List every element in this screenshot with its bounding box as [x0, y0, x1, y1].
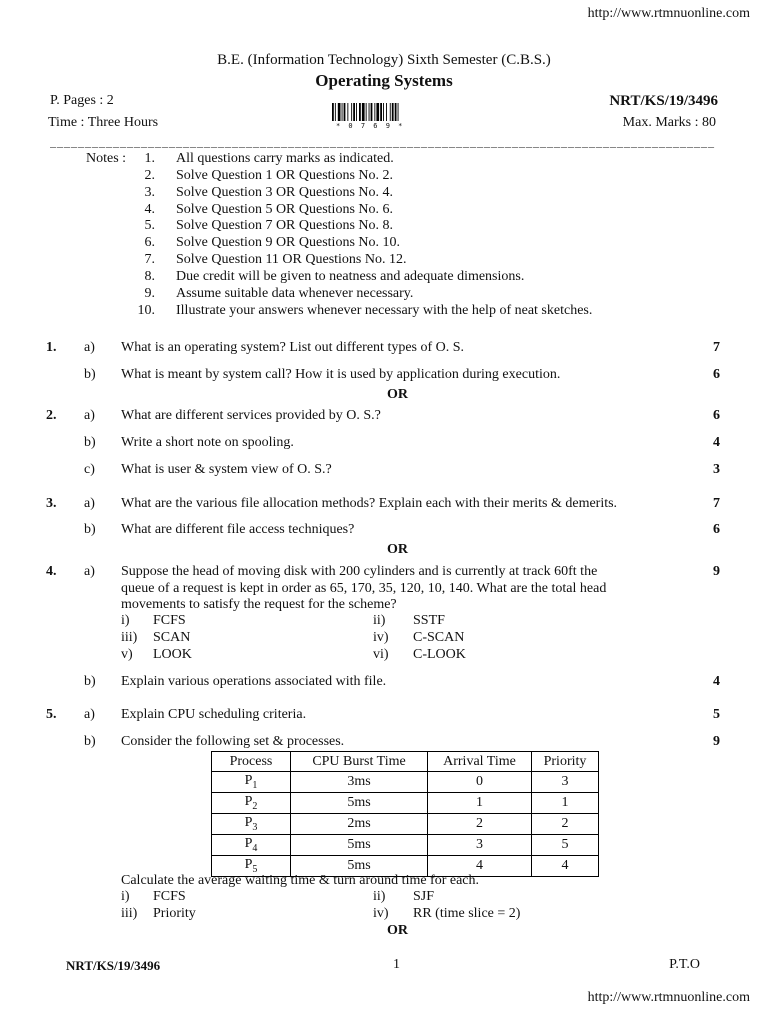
q5a-label: a)	[84, 707, 95, 722]
option-number: i)	[121, 613, 130, 628]
q4a-text-line1: Suppose the head of moving disk with 200 cylinders and is currently at track 60ft the	[121, 564, 598, 579]
note-number: 9.	[144, 286, 155, 301]
cell-arrival: 2	[428, 814, 532, 835]
barcode-bar	[353, 103, 355, 121]
process-subscript: 2	[252, 800, 258, 812]
barcode-bar	[371, 103, 373, 121]
barcode-bar	[395, 103, 397, 121]
option-text: C-SCAN	[413, 630, 465, 645]
process-letter: P	[244, 794, 253, 810]
option-number: v)	[121, 647, 133, 662]
barcode-bar	[383, 103, 384, 121]
cell-burst: 5ms	[291, 793, 428, 814]
barcode-bar	[351, 103, 352, 121]
q3a-label: a)	[84, 496, 95, 511]
barcode-bar	[392, 103, 394, 121]
barcode-image	[332, 103, 416, 121]
option-number: iv)	[373, 630, 389, 645]
paper-code: NRT/KS/19/3496	[609, 93, 718, 109]
notes-label: Notes :	[86, 151, 127, 166]
option-text: SCAN	[153, 630, 191, 645]
q2a-label: a)	[84, 408, 95, 423]
q1b-text: What is meant by system call? How it is used by application during execution.	[121, 367, 561, 382]
or-divider: OR	[387, 923, 408, 938]
option-text: FCFS	[153, 613, 186, 628]
process-letter: P	[244, 815, 253, 831]
barcode-bar	[374, 103, 375, 121]
note-text: Solve Question 5 OR Questions No. 6.	[176, 202, 393, 217]
option-number: ii)	[373, 889, 386, 904]
process-subscript: 3	[252, 821, 258, 833]
cell-arrival: 4	[428, 856, 532, 877]
barcode-bar	[356, 103, 357, 121]
barcode-bar	[362, 103, 365, 121]
option-number: i)	[121, 889, 130, 904]
option-text: LOOK	[153, 647, 192, 662]
max-marks: Max. Marks : 80	[622, 115, 716, 130]
cell-arrival: 1	[428, 793, 532, 814]
cell-priority: 2	[532, 814, 599, 835]
footer-code: NRT/KS/19/3496	[66, 958, 161, 973]
note-number: 10.	[137, 303, 155, 318]
q3b-text: What are different file access techniques?	[121, 522, 355, 537]
q4a-label: a)	[84, 564, 95, 579]
option-text: RR (time slice = 2)	[413, 906, 521, 921]
cell-burst: 3ms	[291, 772, 428, 793]
q4b-label: b)	[84, 674, 96, 689]
q5-number: 5.	[46, 707, 57, 722]
note-text: Solve Question 11 OR Questions No. 12.	[176, 252, 407, 267]
option-number: vi)	[373, 647, 389, 662]
q1a-text: What is an operating system? List out different types of O. S.	[121, 340, 465, 355]
option-number: ii)	[373, 613, 386, 628]
table-row	[212, 772, 599, 793]
process-letter: P	[244, 857, 253, 873]
separator-line: _______________________________________________________________________________________________	[50, 135, 715, 149]
cell-priority: 4	[532, 856, 599, 877]
process-id	[212, 835, 291, 856]
option-text: C-LOOK	[413, 647, 466, 662]
q5b-marks: 9	[713, 734, 720, 749]
note-number: 4.	[144, 202, 155, 217]
process-subscript: 1	[252, 779, 258, 791]
q4-number: 4.	[46, 564, 57, 579]
table-row	[212, 835, 599, 856]
q3a-marks: 7	[713, 496, 720, 511]
table-header: Priority	[532, 752, 599, 772]
note-number: 7.	[144, 252, 155, 267]
barcode-bar	[347, 103, 348, 121]
note-text: Solve Question 1 OR Questions No. 2.	[176, 168, 393, 183]
q2a-text: What are different services provided by O. S.?	[121, 408, 381, 423]
q2b-label: b)	[84, 435, 96, 450]
table-row	[212, 793, 599, 814]
table-header: Process	[212, 752, 291, 772]
option-number: iii)	[121, 906, 138, 921]
barcode-bar	[398, 103, 399, 121]
cell-arrival: 0	[428, 772, 532, 793]
course-title: B.E. (Information Technology) Sixth Semester (C.B.S.)	[217, 52, 551, 68]
q4a-text-line3: movements to satisfy the request for the scheme?	[121, 597, 397, 612]
site-url-bottom[interactable]: http://www.rtmnuonline.com	[587, 990, 750, 1005]
site-url-top[interactable]: http://www.rtmnuonline.com	[587, 6, 750, 21]
q1a-label: a)	[84, 340, 95, 355]
cell-priority: 1	[532, 793, 599, 814]
q3-number: 3.	[46, 496, 57, 511]
q3b-label: b)	[84, 522, 96, 537]
q5b-text: Consider the following set & processes.	[121, 734, 345, 749]
q5a-text: Explain CPU scheduling criteria.	[121, 707, 307, 722]
barcode-bar	[380, 103, 382, 121]
note-text: Illustrate your answers whenever necessary with the help of neat sketches.	[176, 303, 593, 318]
note-number: 2.	[144, 168, 155, 183]
q1-number: 1.	[46, 340, 57, 355]
q4b-text: Explain various operations associated with file.	[121, 674, 387, 689]
option-text: FCFS	[153, 889, 186, 904]
note-number: 3.	[144, 185, 155, 200]
option-number: iii)	[121, 630, 138, 645]
barcode-bar	[338, 103, 341, 121]
cell-priority: 3	[532, 772, 599, 793]
q2a-marks: 6	[713, 408, 720, 423]
q2c-marks: 3	[713, 462, 720, 477]
cell-burst: 2ms	[291, 814, 428, 835]
page-count: P. Pages : 2	[50, 93, 114, 108]
page-number: 1	[393, 957, 400, 972]
barcode-bar	[332, 103, 334, 121]
q1b-label: b)	[84, 367, 96, 382]
table-header: CPU Burst Time	[291, 752, 428, 772]
note-number: 1.	[144, 151, 155, 166]
note-text: Due credit will be given to neatness and adequate dimensions.	[176, 269, 525, 284]
q2b-marks: 4	[713, 435, 720, 450]
cell-priority: 5	[532, 835, 599, 856]
barcode-bar	[366, 103, 367, 121]
q2c-label: c)	[84, 462, 95, 477]
option-text: SJF	[413, 889, 435, 904]
q3a-text: What are the various file allocation methods? Explain each with their merits & demerits.	[121, 496, 618, 511]
q1b-marks: 6	[713, 367, 720, 382]
q2c-text: What is user & system view of O. S.?	[121, 462, 332, 477]
table-row	[212, 814, 599, 835]
option-text: Priority	[153, 906, 196, 921]
cell-burst: 5ms	[291, 856, 428, 877]
process-table	[211, 751, 599, 877]
note-number: 5.	[144, 218, 155, 233]
cell-arrival: 3	[428, 835, 532, 856]
exam-duration: Time : Three Hours	[48, 115, 159, 130]
note-text: Solve Question 7 OR Questions No. 8.	[176, 218, 393, 233]
subject-title: Operating Systems	[315, 71, 453, 90]
process-id	[212, 814, 291, 835]
q4b-marks: 4	[713, 674, 720, 689]
process-subscript: 4	[252, 842, 258, 854]
process-letter: P	[244, 773, 253, 789]
barcode-bar	[390, 103, 391, 121]
barcode-bar	[369, 103, 370, 121]
q5b-label: b)	[84, 734, 96, 749]
barcode-bar	[335, 103, 336, 121]
barcode-bar	[376, 103, 379, 121]
process-letter: P	[244, 836, 253, 852]
q2b-text: Write a short note on spooling.	[121, 435, 294, 450]
q2-number: 2.	[46, 408, 57, 423]
barcode-digits: * 0 7 6 9 *	[336, 122, 405, 130]
process-id	[212, 793, 291, 814]
q4a-marks: 9	[713, 564, 720, 579]
process-id	[212, 772, 291, 793]
note-number: 6.	[144, 235, 155, 250]
barcode-bar	[359, 103, 361, 121]
barcode-bar	[344, 103, 346, 121]
note-text: Solve Question 9 OR Questions No. 10.	[176, 235, 400, 250]
or-divider: OR	[387, 542, 408, 557]
q4a-text-line2: queue of a request is kept in order as 65, 170, 35, 120, 10, 140. What are the total head	[121, 581, 607, 596]
process-subscript: 5	[252, 863, 258, 875]
note-text: Assume suitable data whenever necessary.	[176, 286, 414, 301]
option-text: SSTF	[413, 613, 445, 628]
barcode-bar	[342, 103, 343, 121]
table-header: Arrival Time	[428, 752, 532, 772]
note-number: 8.	[144, 269, 155, 284]
q3b-marks: 6	[713, 522, 720, 537]
pto-label: P.T.O	[669, 957, 700, 972]
or-divider: OR	[387, 387, 408, 402]
q1a-marks: 7	[713, 340, 720, 355]
q5b-instruction: Calculate the average waiting time & turn around time for each.	[121, 873, 480, 888]
q5a-marks: 5	[713, 707, 720, 722]
option-number: iv)	[373, 906, 389, 921]
note-text: Solve Question 3 OR Questions No. 4.	[176, 185, 393, 200]
cell-burst: 5ms	[291, 835, 428, 856]
note-text: All questions carry marks as indicated.	[176, 151, 394, 166]
barcode-bar	[386, 103, 387, 121]
